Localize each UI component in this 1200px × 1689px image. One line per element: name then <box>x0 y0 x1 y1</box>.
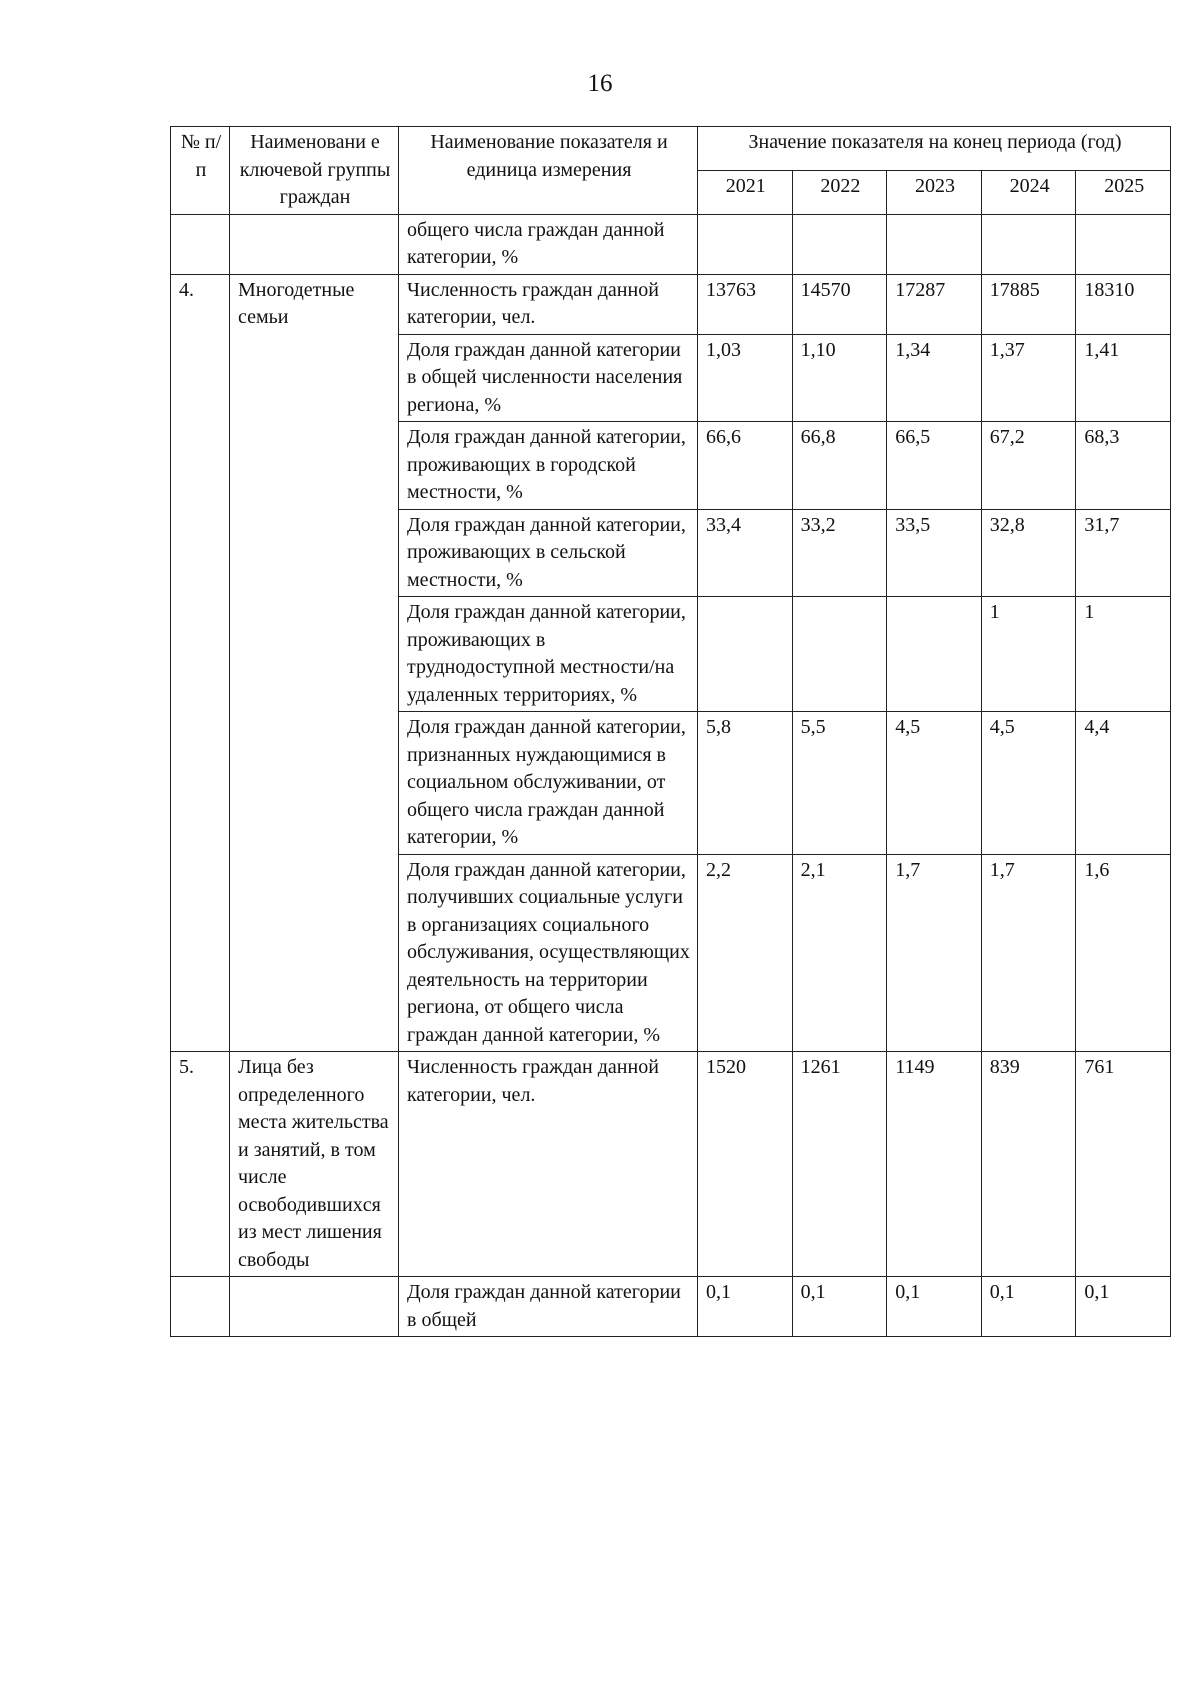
row-value: 5,5 <box>792 712 887 855</box>
row-value: 18310 <box>1076 274 1171 334</box>
row-number <box>171 214 230 274</box>
row-value: 68,3 <box>1076 422 1171 510</box>
header-values: Значение показателя на конец периода (год) <box>698 127 1171 171</box>
row-indicator: Доля граждан данной категории в общей <box>399 1277 698 1337</box>
row-value <box>981 214 1076 274</box>
row-value: 2,2 <box>698 854 793 1052</box>
row-number: 4. <box>171 274 230 1052</box>
header-group: Наименовани е ключевой группы граждан <box>230 127 399 215</box>
header-number: № п/п <box>171 127 230 215</box>
row-value: 17885 <box>981 274 1076 334</box>
row-value: 1,7 <box>981 854 1076 1052</box>
row-value: 33,4 <box>698 509 793 597</box>
table-row <box>171 1052 1171 1277</box>
row-indicator: Доля граждан данной категории в общей численности населения региона, % <box>399 334 698 422</box>
row-value: 0,1 <box>981 1277 1076 1337</box>
row-group: Лица без определенного места жительства и занятий, в том числе освободившиxся из мест лишения свободы <box>230 1052 399 1277</box>
row-indicator: Численность граждан данной категории, чел. <box>399 274 698 334</box>
row-value: 67,2 <box>981 422 1076 510</box>
row-value: 66,8 <box>792 422 887 510</box>
row-indicator: Доля граждан данной категории, признанных нуждающимися в социальном обслуживании, от общего числа граждан данной категории, % <box>399 712 698 855</box>
row-value: 1,34 <box>887 334 982 422</box>
row-group <box>230 1277 399 1337</box>
row-value: 31,7 <box>1076 509 1171 597</box>
row-indicator: общего числа граждан данной категории, % <box>399 214 698 274</box>
row-value: 4,4 <box>1076 712 1171 855</box>
row-value: 1 <box>981 597 1076 712</box>
row-value: 1520 <box>698 1052 793 1277</box>
table-row <box>171 1277 1171 1337</box>
row-value: 5,8 <box>698 712 793 855</box>
header-row <box>171 127 1171 171</box>
row-indicator: Доля граждан данной категории, проживающих в труднодоступной местности/на удаленных территориях, % <box>399 597 698 712</box>
row-value: 1149 <box>887 1052 982 1277</box>
page-number: 16 <box>587 70 613 97</box>
row-group <box>230 214 399 274</box>
row-value <box>887 214 982 274</box>
header-year: 2023 <box>887 170 982 214</box>
row-value: 0,1 <box>698 1277 793 1337</box>
row-value: 4,5 <box>981 712 1076 855</box>
row-indicator: Доля граждан данной категории, получивших социальные услуги в организациях социального обслуживания, осуществляющих деятельность на территории региона, от общего числа граждан данной категории, % <box>399 854 698 1052</box>
row-value: 1,6 <box>1076 854 1171 1052</box>
row-number <box>171 1277 230 1337</box>
row-value: 1 <box>1076 597 1171 712</box>
row-value: 1,41 <box>1076 334 1171 422</box>
row-value: 66,5 <box>887 422 982 510</box>
row-value: 66,6 <box>698 422 793 510</box>
table-row <box>171 274 1171 334</box>
row-number: 5. <box>171 1052 230 1277</box>
row-indicator: Численность граждан данной категории, чел. <box>399 1052 698 1277</box>
row-value: 0,1 <box>887 1277 982 1337</box>
row-value: 17287 <box>887 274 982 334</box>
header-year: 2024 <box>981 170 1076 214</box>
row-value: 13763 <box>698 274 793 334</box>
header-year: 2025 <box>1076 170 1171 214</box>
row-value <box>698 597 793 712</box>
row-value <box>1076 214 1171 274</box>
header-year: 2021 <box>698 170 793 214</box>
row-value: 0,1 <box>792 1277 887 1337</box>
row-value: 2,1 <box>792 854 887 1052</box>
row-value: 32,8 <box>981 509 1076 597</box>
row-indicator: Доля граждан данной категории, проживающих в сельской местности, % <box>399 509 698 597</box>
row-value: 839 <box>981 1052 1076 1277</box>
row-value: 1261 <box>792 1052 887 1277</box>
row-indicator: Доля граждан данной категории, проживающих в городской местности, % <box>399 422 698 510</box>
table-row <box>171 214 1171 274</box>
row-value: 33,2 <box>792 509 887 597</box>
row-value: 1,03 <box>698 334 793 422</box>
indicators-table <box>170 126 1171 1337</box>
row-value: 761 <box>1076 1052 1171 1277</box>
row-value: 4,5 <box>887 712 982 855</box>
row-group: Многодетные семьи <box>230 274 399 1052</box>
row-value: 1,37 <box>981 334 1076 422</box>
row-value: 1,7 <box>887 854 982 1052</box>
header-year: 2022 <box>792 170 887 214</box>
row-value <box>887 597 982 712</box>
row-value <box>792 597 887 712</box>
row-value: 14570 <box>792 274 887 334</box>
row-value: 1,10 <box>792 334 887 422</box>
row-value: 33,5 <box>887 509 982 597</box>
header-indicator: Наименование показателя и единица измерения <box>399 127 698 215</box>
row-value: 0,1 <box>1076 1277 1171 1337</box>
row-value <box>792 214 887 274</box>
row-value <box>698 214 793 274</box>
